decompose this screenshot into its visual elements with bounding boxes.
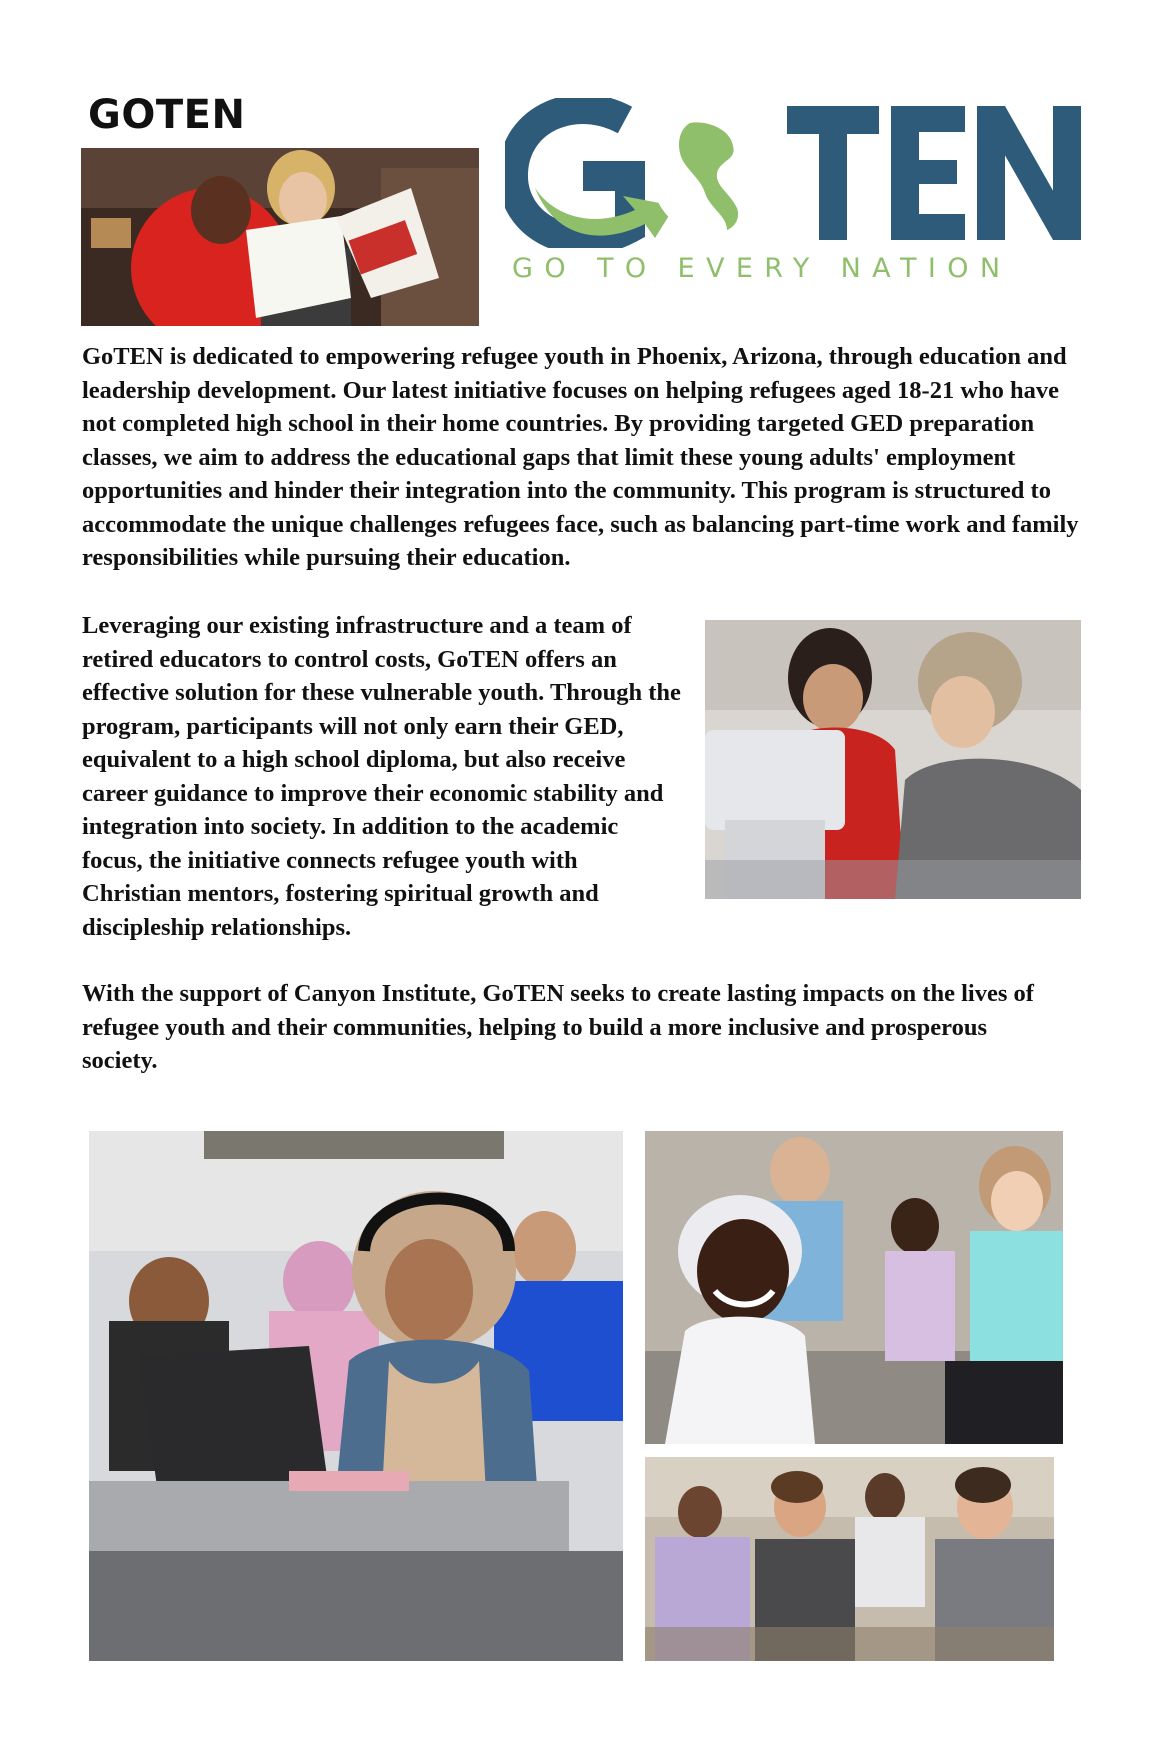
intro-paragraph: GoTEN is dedicated to empowering refugee youth in Phoenix, Arizona, through education and leadership development. Our latest initiative focuses on helping refugees aged 18-21 who have not completed high school in their home countries. By providing targeted GED preparation classes, we aim to address the educational gaps that limit these young adults' employment opportunities and hinder their integration into the community. This program is structured to accommodate the unique challenges refugees face, such as balancing part-time work and family responsibilities while pursuing their education. [82, 343, 1079, 571]
goten-logo [505, 98, 1085, 248]
photo-girl-smiling [645, 1131, 1063, 1444]
logo-tagline: GO TO EVERY NATION [512, 253, 1012, 284]
page-title: GOTEN [88, 92, 246, 138]
photo-headset-classroom [89, 1131, 623, 1661]
photo-sewing-lesson [705, 620, 1081, 899]
photo-young-men-talking [645, 1457, 1054, 1661]
program-paragraph: Leveraging our existing infrastructure and a team of retired educators to control costs, GoTEN offers an effective solution for these vulnerable youth. Through the program, participants will not only earn their GED, equivalent to a high school diploma, but also receive career guidance to improve their economic stability and integration into society. In addition to the academic focus, the initiative connects refugee youth with Christian mentors, fostering spiritual growth and discipleship relationships. [82, 612, 681, 941]
closing-paragraph: With the support of Canyon Institute, GoTEN seeks to create lasting impacts on the lives of refugee youth and their communities, helping to build a more inclusive and prosperous society. [82, 980, 1034, 1074]
photo-women-reading [81, 148, 479, 326]
